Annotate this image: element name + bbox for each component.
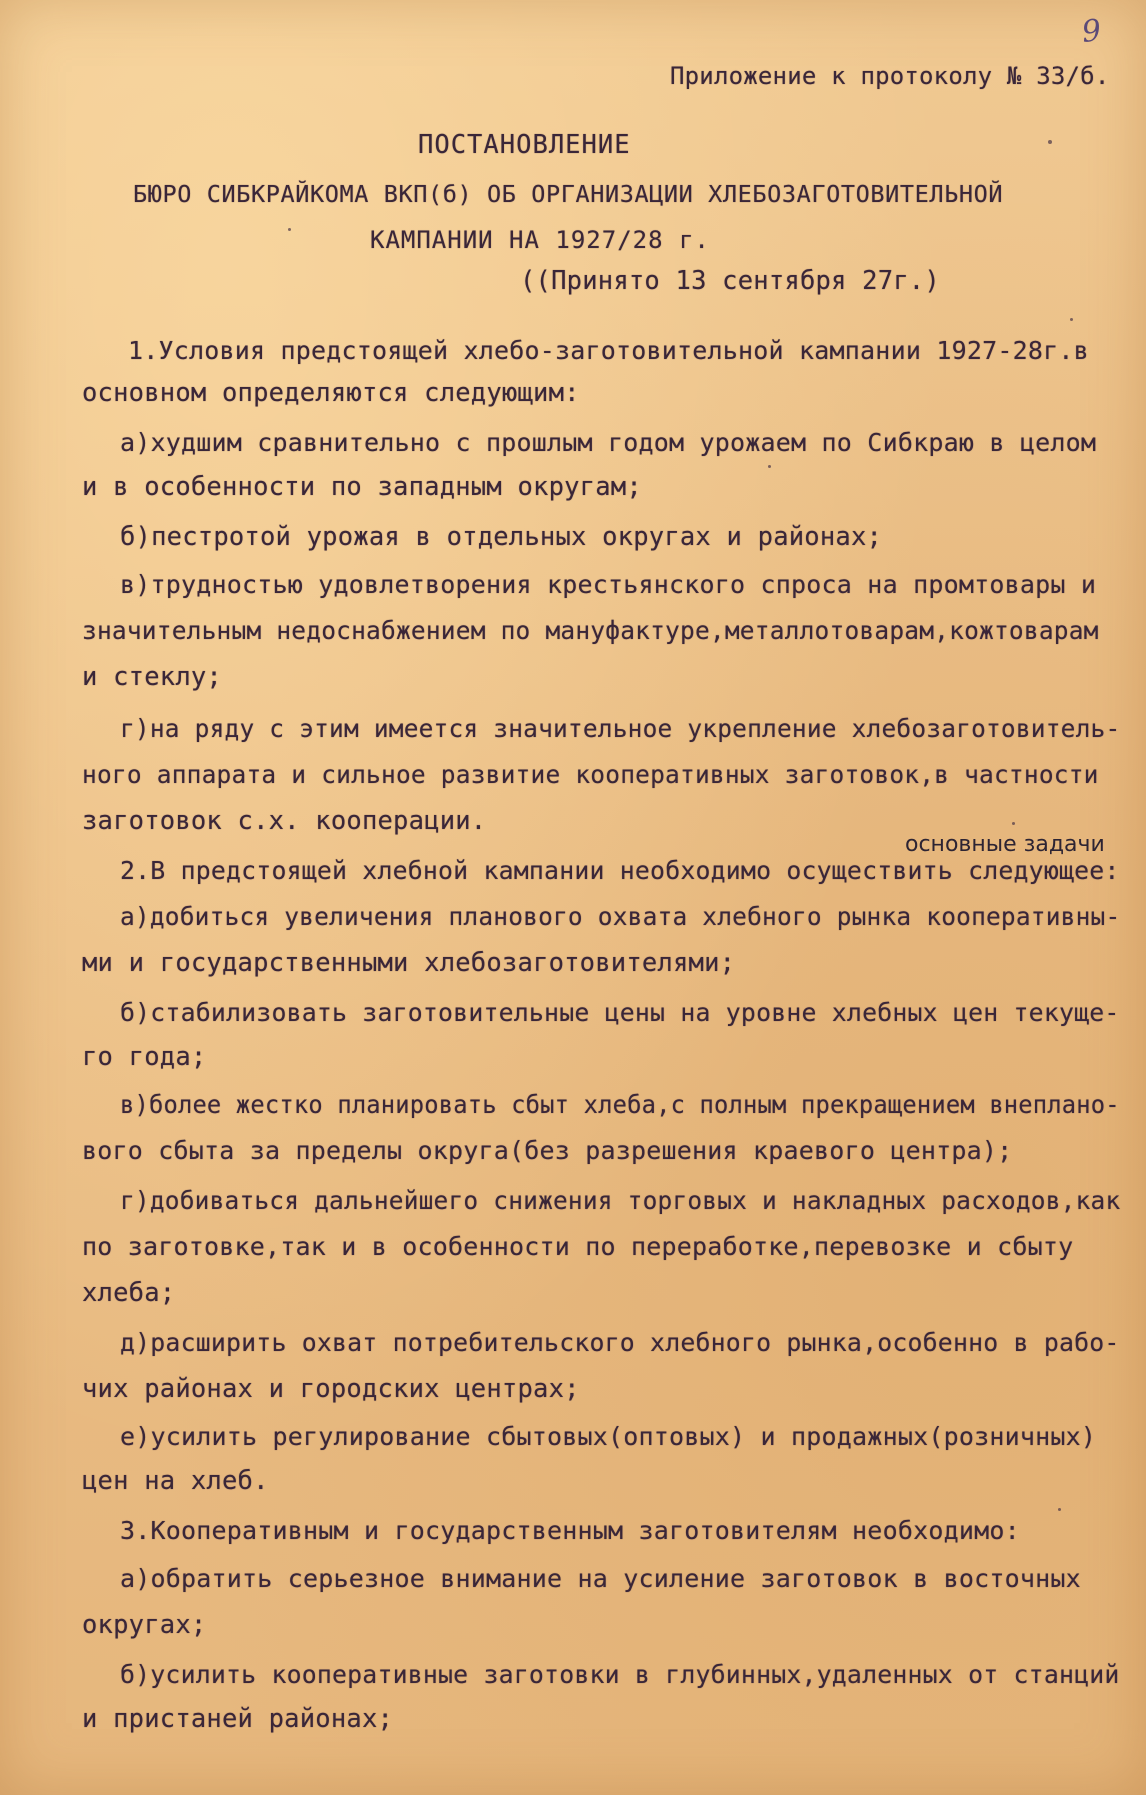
body-line-13: а)добиться увеличения планового охвата хлебного рынка кооперативны- (120, 902, 1121, 931)
body-line-16: го года; (82, 1042, 207, 1072)
ink-speck (288, 228, 291, 231)
body-line-22: д)расширить охват потребительского хлебного рынка,особенно в рабо- (120, 1328, 1120, 1357)
body-line-6: в)трудностью удовлетворения крестьянского спроса на промтовары и (120, 570, 1097, 599)
body-line-5: б)пестротой урожая в отдельных округах и районах; (120, 522, 883, 552)
body-line-19: г)добиваться дальнейшего снижения торговых и накладных расходов,как (120, 1186, 1121, 1215)
body-line-27: а)обратить серьезное внимание на усиление заготовок в восточных (120, 1564, 1081, 1593)
body-line-18: вого сбыта за пределы округа(без разрешения краевого центра); (82, 1136, 1013, 1165)
ink-speck (1048, 140, 1052, 144)
adoption-date: ((Принято 13 сентября 27г.) (520, 266, 940, 296)
body-line-9: г)на ряду с этим имеется значительное укрепление хлебозаготовитель- (120, 714, 1121, 743)
body-line-10: ного аппарата и сильное развитие кооперативных заготовок,в частности (82, 760, 1099, 789)
body-line-15: б)стабилизовать заготовительные цены на уровне хлебных цен текуще- (120, 998, 1120, 1027)
body-line-26: 3.Кооперативным и государственным заготовителям необходимо: (120, 1516, 1020, 1545)
body-line-2: основном определяются следующим: (82, 378, 580, 408)
document-title: ПОСТАНОВЛЕНИЕ (418, 130, 631, 160)
body-line-24: е)усилить регулирование сбытовых(оптовых) и продажных(розничных) (120, 1422, 1097, 1451)
body-line-11: заготовок с.х. кооперации. (82, 806, 487, 836)
body-line-4: и в особенности по западным округам; (82, 472, 642, 502)
ink-speck (1070, 318, 1073, 321)
body-line-20: по заготовке,так и в особенности по переработке,перевозке и сбыту (82, 1232, 1074, 1261)
body-line-14: ми и государственными хлебозаготовителями; (82, 948, 736, 978)
body-line-7: значительным недоснабжением по мануфактуре,металлотоварам,кожтоварам (82, 616, 1099, 645)
body-line-23: чих районах и городских центрах; (82, 1374, 580, 1404)
body-line-8: и стеклу; (82, 662, 222, 692)
document-subtitle-line-1: БЮРО СИБКРАЙКОМА ВКП(б) ОБ ОРГАНИЗАЦИИ ХЛЕБОЗАГОТОВИТЕЛЬНОЙ (133, 180, 1004, 208)
ink-speck (1012, 822, 1015, 825)
body-line-21: хлеба; (82, 1278, 176, 1308)
body-line-17: в)более жестко планировать сбыт хлеба,с полным прекращением внеплано- (120, 1090, 1120, 1119)
document-subtitle-line-2: КАМПАНИИ НА 1927/28 г. (370, 226, 710, 254)
body-line-1: 1.Условия предстоящей хлебо-заготовительной кампании 1927-28г.в (128, 336, 1089, 365)
ink-speck (1058, 1508, 1061, 1511)
folio-number: 9 (1080, 13, 1103, 50)
body-line-28: округах; (82, 1610, 207, 1640)
body-line-29: б)усилить кооперативные заготовки в глубинных,удаленных от станций (120, 1660, 1120, 1689)
body-line-12: 2.В предстоящей хлебной кампании необходимо осуществить следующее: (120, 856, 1120, 885)
appendix-note: Приложение к протоколу № 33/б. (670, 62, 1110, 90)
ink-speck (768, 465, 771, 468)
body-line-3: а)худшим сравнительно с прошлым годом урожаем по Сибкраю в целом (120, 428, 1097, 457)
body-line-30: и пристаней районах; (82, 1704, 394, 1734)
body-line-25: цен на хлеб. (82, 1466, 269, 1496)
handwritten-insertion: основные задачи (905, 832, 1105, 857)
